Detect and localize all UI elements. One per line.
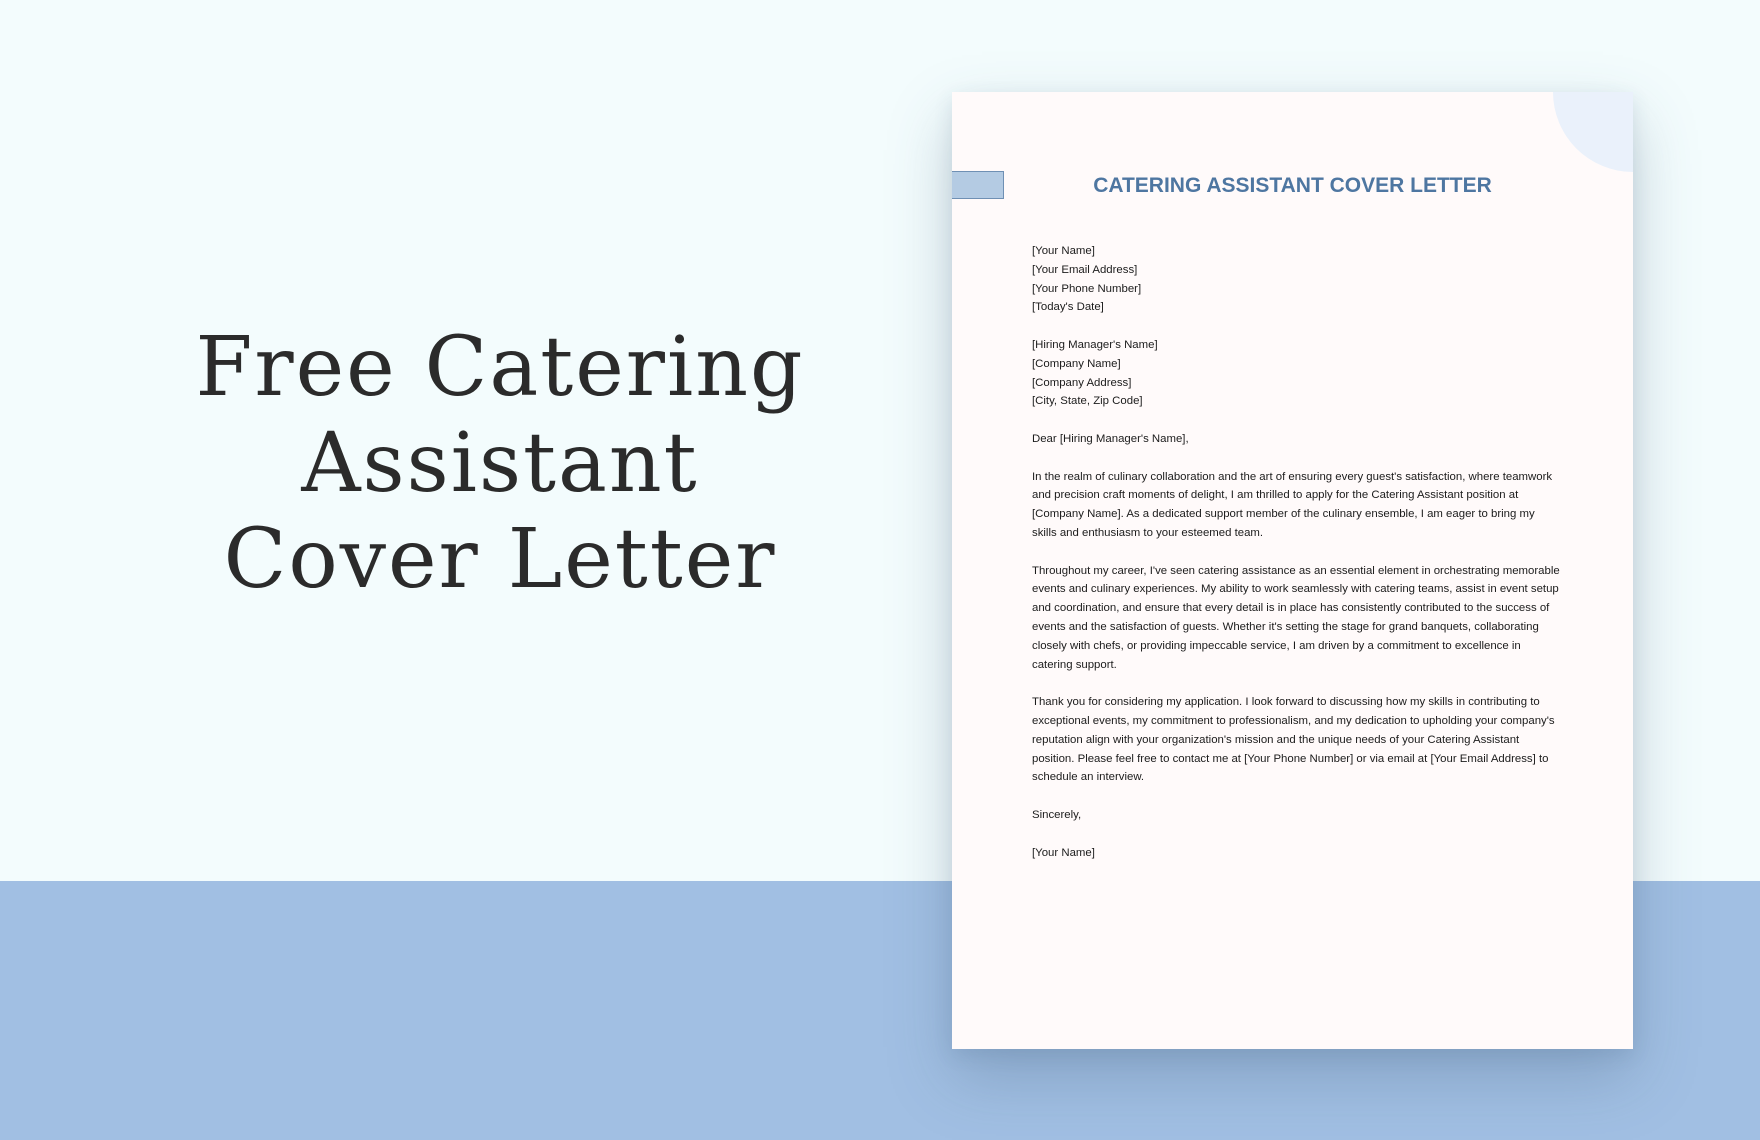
corner-decoration bbox=[1553, 92, 1633, 172]
document-title: CATERING ASSISTANT COVER LETTER bbox=[1093, 174, 1492, 197]
body-paragraph-2: Throughout my career, I've seen catering assistance as an essential element in orchestrating memorable events and culinary experiences. My ability to work seamlessly with catering teams, assist in event setup and coordination, and ensure that every detail is in place has consistently contributed to the success of events and the satisfaction of guests. Whether it's setting the stage for grand banquets, collaborating closely with chefs, or providing impeccable service, I am driven by a commitment to excellence in catering support. bbox=[1032, 564, 1560, 671]
recipient-city: [City, State, Zip Code] bbox=[1032, 395, 1143, 408]
recipient-block bbox=[1032, 336, 1562, 411]
hero-title-line-1: Free Catering Assistant bbox=[195, 320, 805, 511]
recipient-name: [Hiring Manager's Name] bbox=[1032, 338, 1158, 351]
closing: Sincerely, bbox=[1032, 808, 1082, 821]
body-paragraph-1: In the realm of culinary collaboration and the art of ensuring every guest's satisfaction, where teamwork and precision craft moments of delight, I am thrilled to apply for the Catering Assistant position at [Company Name]. As a dedicated support member of the culinary ensemble, I am eager to bring my skills and enthusiasm to your esteemed team. bbox=[1032, 470, 1553, 539]
salutation: Dear [Hiring Manager's Name], bbox=[1032, 432, 1189, 445]
recipient-address: [Company Address] bbox=[1032, 376, 1132, 389]
signature: [Your Name] bbox=[1032, 846, 1095, 859]
sender-phone: [Your Phone Number] bbox=[1032, 282, 1142, 295]
document-preview bbox=[952, 92, 1633, 1049]
letter-body bbox=[1032, 242, 1562, 881]
letter-date: [Today's Date] bbox=[1032, 301, 1104, 314]
hero-title-line-2: Cover Letter bbox=[223, 512, 777, 607]
sender-block bbox=[1032, 242, 1562, 317]
body-paragraph-3: Thank you for considering my application. I look forward to discussing how my skills in contributing to exceptional events, my commitment to professionalism, and my dedication to upholding your company's reputation align with your organization's mission and the unique needs of your Catering Assistant position. Please feel free to contact me at [Your Phone Number] or via email at [Your Email Address] to schedule an interview. bbox=[1032, 696, 1555, 784]
accent-tab bbox=[952, 171, 1004, 199]
recipient-company: [Company Name] bbox=[1032, 357, 1121, 370]
sender-name: [Your Name] bbox=[1032, 245, 1095, 257]
hero-title bbox=[40, 320, 960, 608]
sender-email: [Your Email Address] bbox=[1032, 263, 1138, 276]
